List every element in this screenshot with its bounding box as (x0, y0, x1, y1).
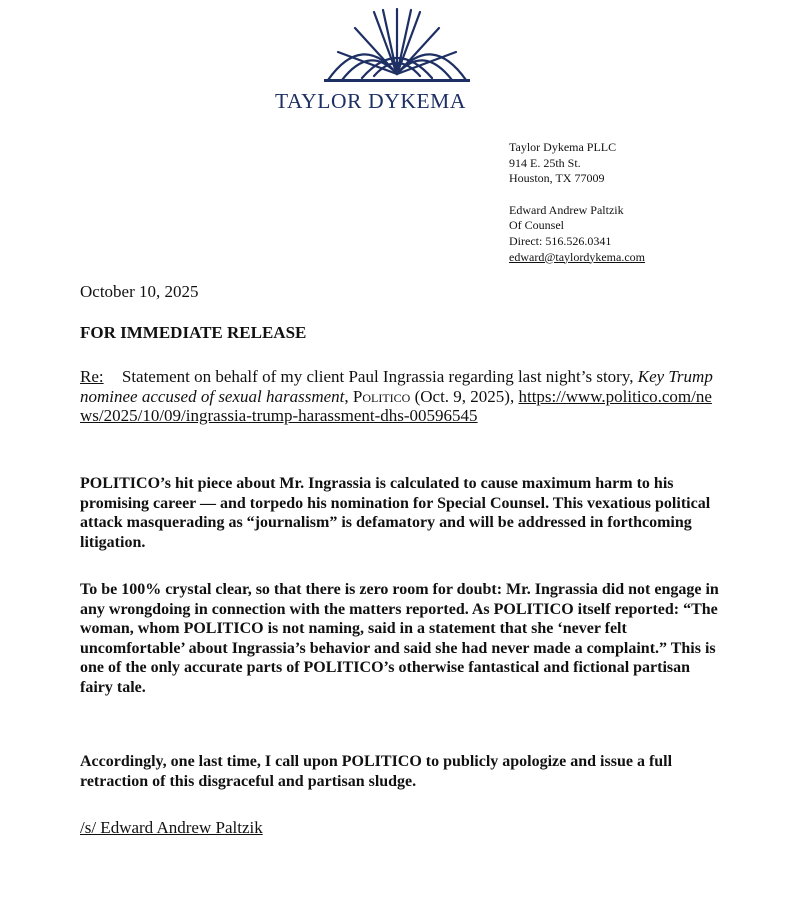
attorney-name: Edward Andrew Paltzik (509, 202, 624, 217)
direct-phone: Direct: 516.526.0341 (509, 233, 612, 248)
body-paragraph-2: To be 100% crystal clear, so that there is zero room for doubt: Mr. Ingrassia did not engage in any wrongdoing in connection with the matters reported. As POLITICO itself reported: “The woman, whom POLITICO is not naming, said in a statement that she ‘never felt uncomfortable’ about Ingrassia’s behavior and said she had never made a complaint.” This is one of the only accurate parts of POLITICO’s otherwise fantastical and fictional partisan fairy tale. (80, 581, 719, 696)
firm-address-block (509, 140, 645, 265)
story-url-link[interactable]: https://www.politico.com/news/2025/10/09/ingrassia-trump-harassment-dhs-00596545 (80, 386, 712, 425)
body-paragraph-1: POLITICO’s hit piece about Mr. Ingrassia is calculated to cause maximum harm to his promising career — and torpedo his nomination for Special Counsel. This vexatious political attack masquerading as “journalism” is defamatory and will be addressed in forthcoming litigation. (80, 475, 711, 551)
firm-name: TAYLOR DYKEMA (275, 89, 467, 113)
story-date: (Oct. 9, 2025), (414, 386, 515, 406)
attorney-role: Of Counsel (509, 218, 564, 233)
city-state-zip: Houston, TX 77009 (509, 171, 605, 186)
body-paragraph-3: Accordingly, one last time, I call upon POLITICO to publicly apologize and issue a full retraction of this disgraceful and partisan sludge. (80, 753, 673, 790)
signature: /s/ Edward Andrew Paltzik (80, 818, 263, 837)
story-title: Key Trump nominee accused of sexual harassment (80, 367, 713, 406)
release-heading: FOR IMMEDIATE RELEASE (80, 323, 307, 342)
letter-date: October 10, 2025 (80, 282, 199, 301)
firm-legal-name: Taylor Dykema PLLC (509, 140, 617, 154)
sunburst-arches-logo (322, 8, 472, 88)
outlet-name: Politico (352, 386, 411, 406)
re-label: Re: (80, 367, 104, 386)
email-link[interactable]: edward@taylordykema.com (509, 249, 646, 264)
re-line: Re: Statement on behalf of my client Paul Ingrassia regarding last night’s story, Key Trump nominee accused of sexual harassment, Politico (Oct. 9, 2025), https://www.politico.com/news/2025/10/09/ingrassia-trump-harassment-dhs-00596545 (80, 367, 713, 425)
street-address: 914 E. 25th St. (509, 155, 581, 170)
re-text: Statement on behalf of my client Paul Ingrassia regarding last night’s story, (121, 367, 634, 386)
